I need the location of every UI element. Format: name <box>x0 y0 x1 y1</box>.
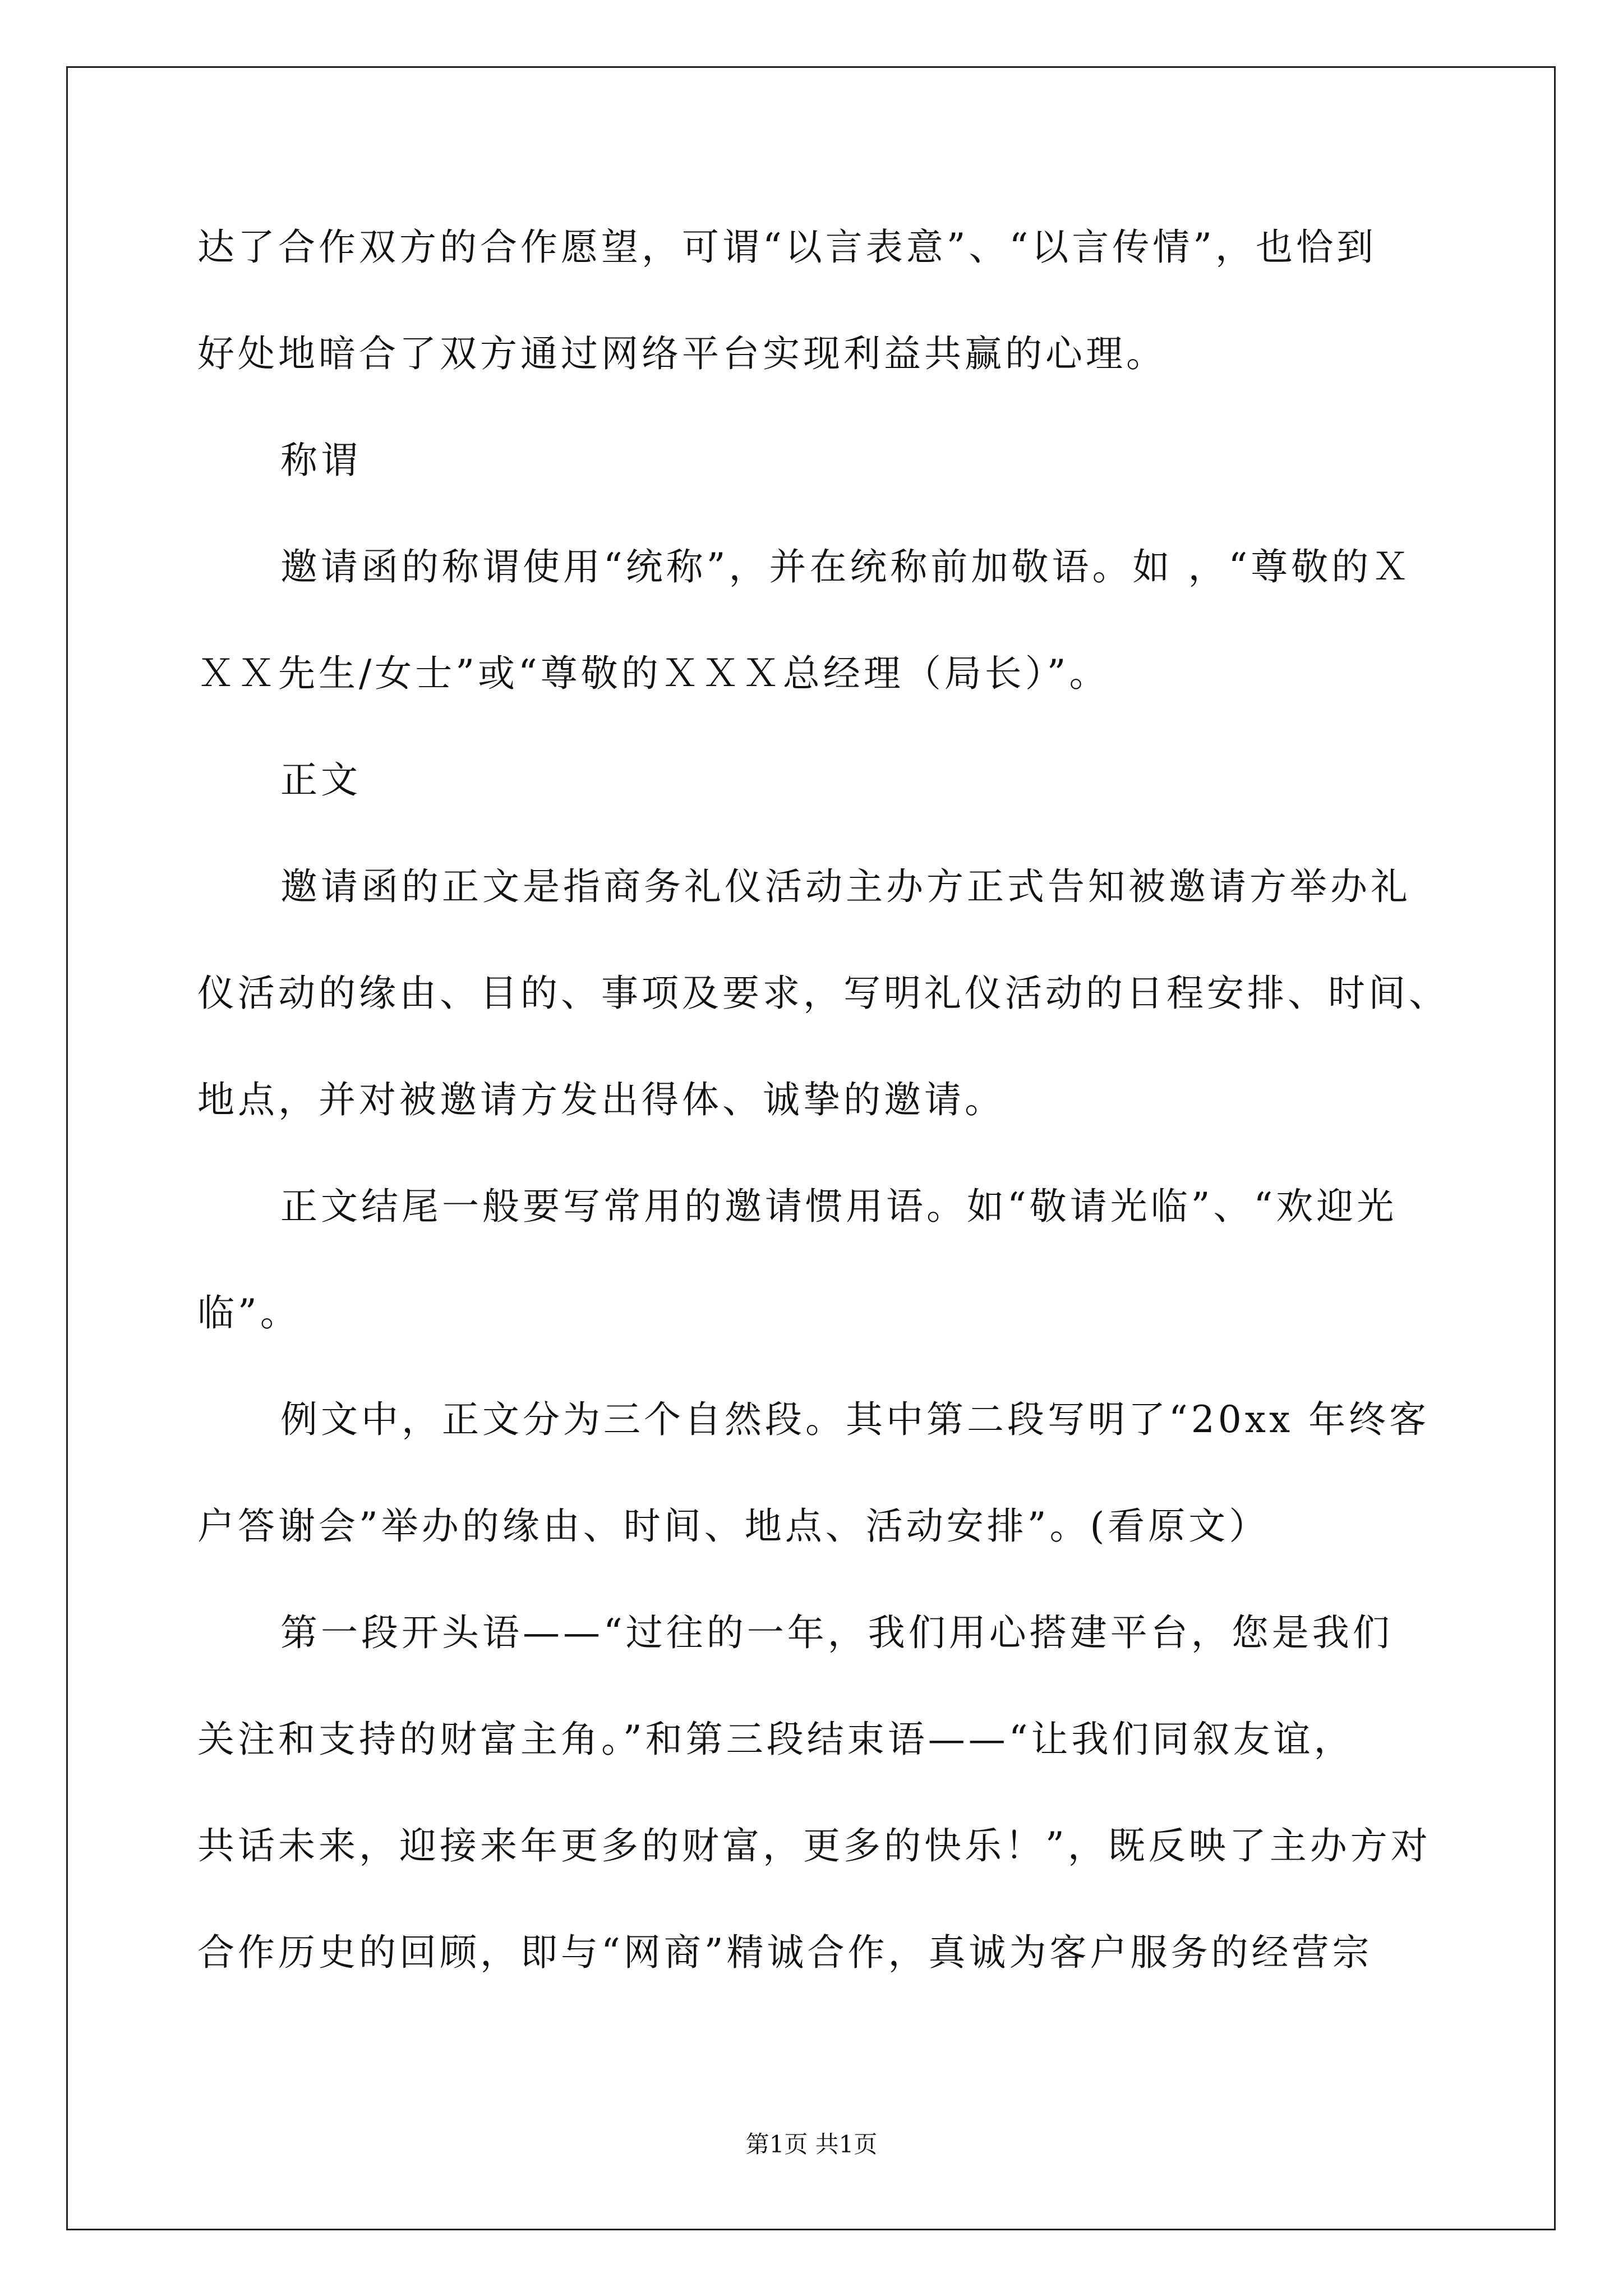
text-line: 达了合作双方的合作愿望，可谓“以言表意”、“以言传情”，也恰到 <box>197 226 1377 269</box>
text-line: 仪活动的缘由、目的、事项及要求，写明礼仪活动的日程安排、时间、 <box>197 972 1449 1015</box>
text-line: ＸＸ先生/女士”或“尊敬的ＸＸＸ总经理（局长）”。 <box>197 652 1110 695</box>
text-line: 共话未来，迎接来年更多的财富，更多的快乐！”，既反映了主办方对 <box>197 1824 1431 1867</box>
text-line: 邀请函的称谓使用“统称”，并在统称前加敬语。如 ，“尊敬的Ｘ <box>280 545 1413 588</box>
text-line: 邀请函的正文是指商务礼仪活动主办方正式告知被邀请方举办礼 <box>280 865 1411 908</box>
text-line: 合作历史的回顾，即与“网商”精诚合作，真诚为客户服务的经营宗 <box>197 1931 1373 1974</box>
text-line: 例文中，正文分为三个自然段。其中第二段写明了“20xx 年终客 <box>280 1398 1430 1441</box>
text-line: 第一段开头语——“过往的一年，我们用心搭建平台，您是我们 <box>280 1611 1393 1654</box>
section-heading: 正文 <box>280 758 361 802</box>
section-heading: 称谓 <box>280 439 361 482</box>
page-border <box>66 66 1556 2230</box>
text-line: 户答谢会”举办的缘由、时间、地点、活动安排”。(看原文） <box>197 1504 1270 1548</box>
text-line: 临”。 <box>197 1291 301 1335</box>
text-line: 好处地暗合了双方通过网络平台实现利益共赢的心理。 <box>197 332 1166 375</box>
page-footer: 第1页 共1页 <box>745 2131 878 2158</box>
text-line: 正文结尾一般要写常用的邀请惯用语。如“敬请光临”、“欢迎光 <box>280 1185 1398 1228</box>
text-line: 地点，并对被邀请方发出得体、诚挚的邀请。 <box>197 1078 1005 1121</box>
text-line: 关注和支持的财富主角。”和第三段结束语——“让我们同叙友谊， <box>197 1718 1354 1761</box>
